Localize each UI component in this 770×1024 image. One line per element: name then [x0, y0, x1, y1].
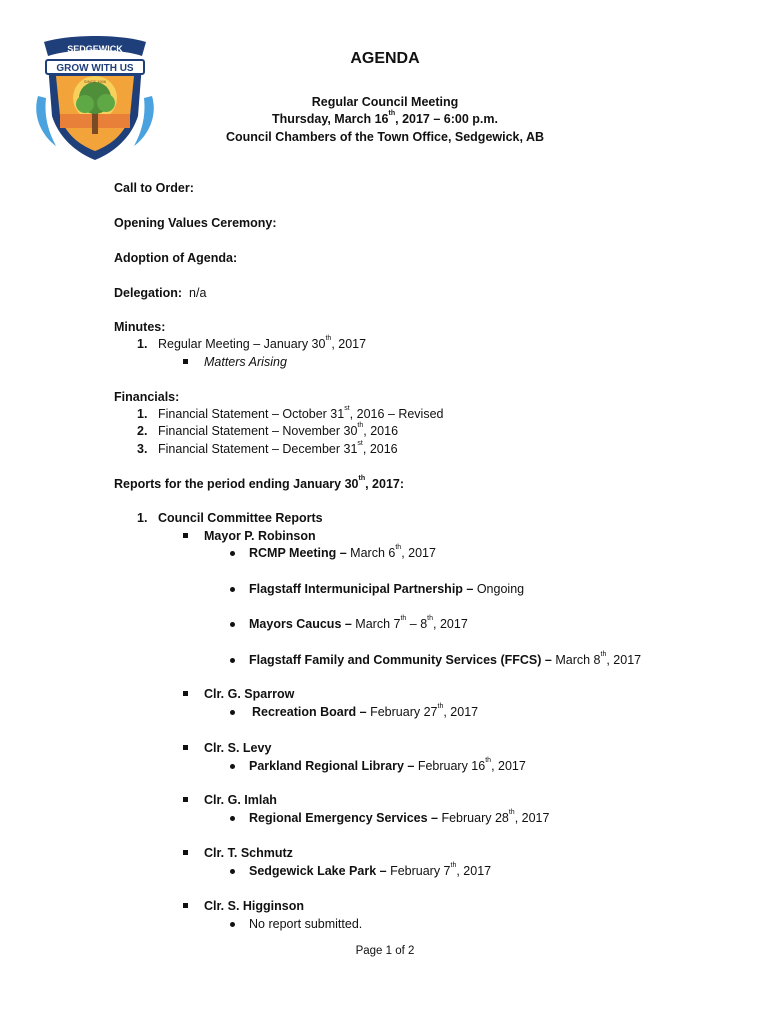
call-to-order: Call to Order:: [114, 181, 194, 195]
councillor-imlah: Clr. G. Imlah: [204, 793, 277, 807]
councillor-schmutz: Clr. T. Schmutz: [204, 846, 293, 860]
list-number: 2.: [137, 424, 148, 438]
councillor-higginson: Clr. S. Higginson: [204, 899, 305, 913]
mayor-report-flagstaff: Flagstaff Intermunicipal Partnership – Ongoing: [249, 582, 525, 596]
higginson-report: No report submitted.: [249, 917, 363, 931]
round-bullet-icon: [230, 816, 235, 821]
square-bullet-icon: [183, 533, 188, 538]
financials-heading: Financials:: [114, 390, 180, 404]
councillor-levy: Clr. S. Levy: [204, 741, 272, 755]
round-bullet-icon: [230, 764, 235, 769]
square-bullet-icon: [183, 359, 188, 364]
financial-item-2: Financial Statement – November 30th, 2016: [158, 422, 399, 438]
sparrow-report: Recreation Board – February 27th, 2017: [252, 703, 479, 719]
schmutz-report: Sedgewick Lake Park – February 7th, 2017: [249, 862, 492, 878]
page-title: AGENDA: [350, 50, 420, 67]
meeting-type: Regular Council Meeting: [311, 95, 459, 109]
mayor-report-ffcs: Flagstaff Family and Community Services (FFCS) – March 8th, 2017: [249, 651, 642, 667]
logo-since-text: SINCE 1906: [83, 79, 107, 84]
round-bullet-icon: [230, 658, 235, 663]
list-number: 3.: [137, 442, 148, 456]
round-bullet-icon: [230, 551, 235, 556]
list-number: 1.: [137, 511, 148, 525]
round-bullet-icon: [230, 922, 235, 927]
financial-item-3: Financial Statement – December 31st, 2016: [158, 440, 398, 456]
square-bullet-icon: [183, 903, 188, 908]
square-bullet-icon: [183, 691, 188, 696]
council-committee-reports: Council Committee Reports: [158, 511, 323, 525]
levy-report: Parkland Regional Library – February 16th, 2017: [249, 757, 526, 773]
adoption-of-agenda: Adoption of Agenda:: [114, 251, 238, 265]
reports-heading: Reports for the period ending January 30th, 2017:: [114, 475, 405, 491]
meeting-date: Thursday, March 16th, 2017 – 6:00 p.m.: [272, 110, 498, 126]
financial-item-1: Financial Statement – October 31st, 2016 – Revised: [158, 405, 444, 421]
mayor-name: Mayor P. Robinson: [204, 529, 316, 543]
councillor-sparrow: Clr. G. Sparrow: [204, 687, 295, 701]
mayor-report-rcmp: RCMP Meeting – March 6th, 2017: [249, 544, 436, 560]
minutes-item: Regular Meeting – January 30th, 2017: [158, 335, 367, 351]
meeting-location: Council Chambers of the Town Office, Sedgewick, AB: [225, 130, 545, 144]
minutes-heading: Minutes:: [114, 320, 166, 334]
matters-arising: Matters Arising: [204, 355, 287, 369]
page-number: Page 1 of 2: [355, 945, 415, 957]
round-bullet-icon: [230, 710, 235, 715]
logo-banner-text: GROW WITH US: [56, 63, 134, 74]
round-bullet-icon: [230, 869, 235, 874]
list-number: 1.: [137, 337, 148, 351]
delegation: Delegation: n/a: [114, 286, 207, 300]
logo-top-text: SEDGEWICK: [67, 44, 123, 54]
list-number: 1.: [137, 407, 148, 421]
square-bullet-icon: [183, 745, 188, 750]
mayor-report-caucus: Mayors Caucus – March 7th – 8th, 2017: [249, 615, 468, 631]
square-bullet-icon: [183, 850, 188, 855]
imlah-report: Regional Emergency Services – February 28th, 2017: [249, 809, 550, 825]
round-bullet-icon: [230, 622, 235, 627]
opening-values: Opening Values Ceremony:: [114, 216, 277, 230]
square-bullet-icon: [183, 797, 188, 802]
round-bullet-icon: [230, 587, 235, 592]
